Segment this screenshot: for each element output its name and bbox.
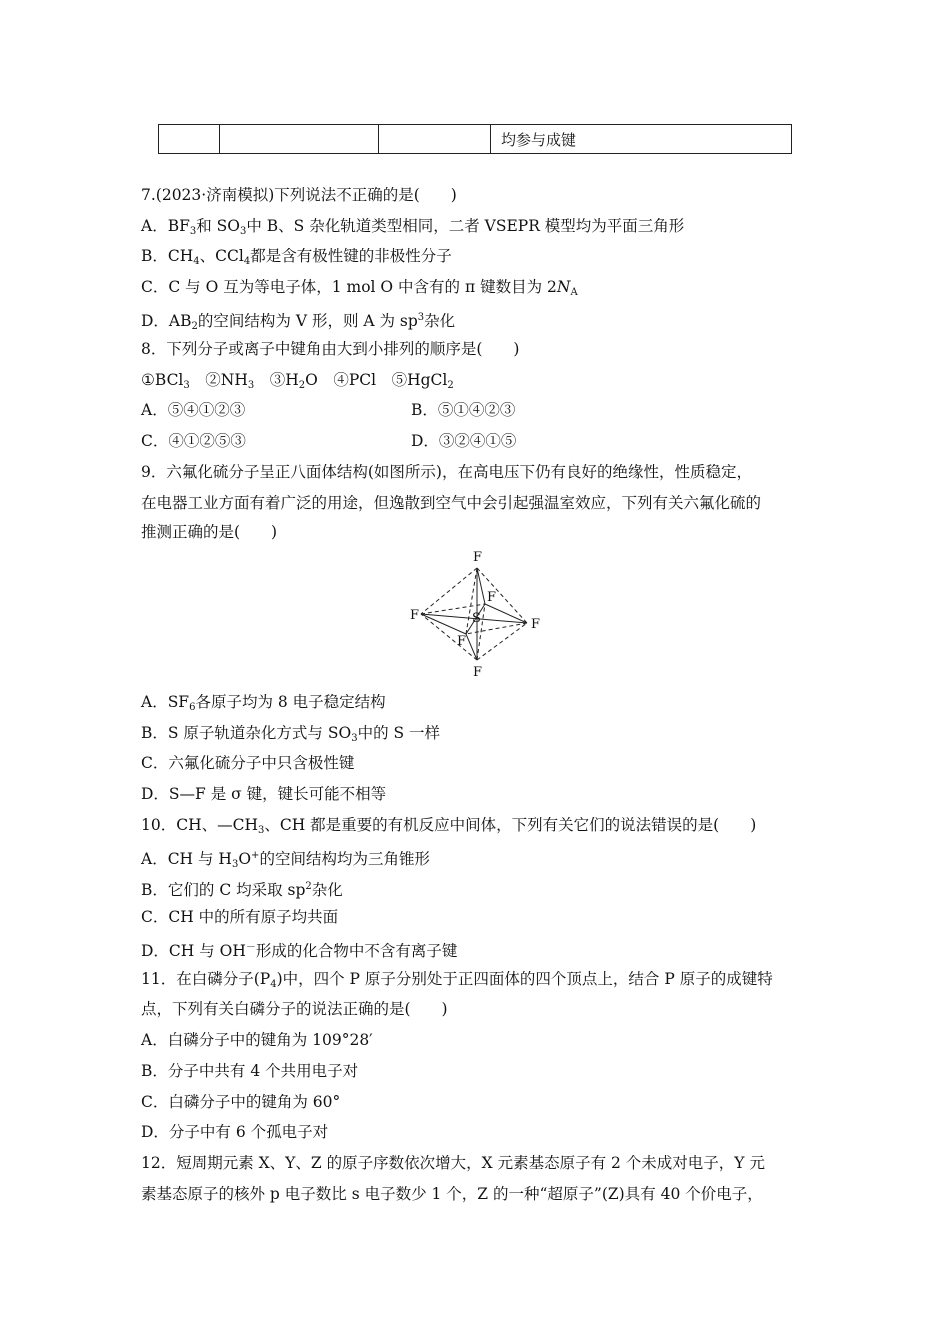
q11-stem-line2: 点，下列有关白磷分子的说法正确的是( ) [141, 1000, 448, 1018]
q8-options-row1 [141, 400, 245, 420]
q9-option-a: A．$SF_6$各原子均为 8 电子稳定结构 [141, 693, 386, 713]
q11-option-a: A．白磷分子中的键角为 109°28′ [141, 1031, 373, 1049]
q7-option-b: B．$CH_4$、CCl$_4$都是含有极性键的非极性分子 [141, 247, 452, 267]
q8-option-c: C．④①②⑤③ [141, 432, 246, 450]
q7-option-a: A．$BF_3$和 $SO_3$中 B、S 杂化轨道类型相同，二者 VSEPR 模型均为平面三角形 [141, 217, 685, 237]
fluorine-label-left: F [410, 608, 420, 623]
q11-option-c: C．白磷分子中的键角为 60° [141, 1093, 341, 1111]
q9-option-d: D．S—F 是 σ 键，键长可能不相等 [141, 785, 387, 803]
q11-stem-line1: 11．在白磷分子$(P_4)$中，四个 P 原子分别处于正四面体的四个顶点上，结合 P 原子的成键特 [141, 970, 773, 990]
q9-stem-line3: 推测正确的是( ) [141, 523, 278, 541]
q8-option-b: B．⑤①④②③ [411, 401, 516, 419]
continuation-table [158, 124, 792, 154]
table-cell: 均参与成键 [491, 125, 792, 154]
sf6-octahedron-figure [400, 548, 550, 680]
q7-stem: 7.(2023·济南模拟)下列说法不正确的是( ) [141, 186, 457, 204]
table-cell [159, 125, 220, 154]
sulfur-label-center: S [472, 611, 481, 626]
q9-option-b: B．S 原子轨道杂化方式与 $SO_3$中的 S 一样 [141, 724, 441, 744]
q10-option-d: D．CH 与 OH－形成的化合物中不含有离子键 [141, 942, 458, 960]
fluorine-label-bottom: F [473, 665, 483, 680]
q8-items: ①BCl$_3$ $②NH_3$ $③H_2O$ ④PCl ⑤HgCl$_2$ [141, 371, 454, 391]
q7-option-c: C．C 与 O 互为等电子体，1 mol O 中含有的 π 键数目为 $2N_A$ [141, 278, 578, 298]
q8-stem: 8．下列分子或离子中键角由大到小排列的顺序是( ) [141, 340, 520, 358]
q8-option-d: D．③②④①⑤ [411, 432, 517, 450]
fluorine-label-front: F [457, 634, 467, 649]
q10-option-b: B．它们的 C 均采取 $sp^2$杂化 [141, 881, 343, 899]
fluorine-label-top: F [473, 550, 483, 565]
q9-stem-line2: 在电器工业方面有着广泛的用途，但逸散到空气中会引起强温室效应，下列有关六氟化硫的 [141, 494, 762, 512]
q10-option-a: A．CH 与 $H_3O^+$的空间结构均为三角锥形 [141, 850, 430, 870]
q10-stem: 10．CH、$—CH_3$、CH 都是重要的有机反应中间体，下列有关它们的说法错误的是( ) [141, 816, 757, 836]
q7-option-d: D．$AB_2$的空间结构为 V 形，则 A 为 $sp^3$杂化 [141, 312, 456, 332]
q11-option-d: D．分子中有 6 个孤电子对 [141, 1123, 329, 1141]
table-row [159, 125, 792, 154]
q9-option-c: C．六氟化硫分子中只含极性键 [141, 754, 355, 772]
q12-stem-line2: 素基态原子的核外 p 电子数比 s 电子数少 1 个，Z 的一种“超原子”(Z)具有 40 个价电子， [141, 1185, 763, 1203]
q12-stem-line1: 12．短周期元素 X、Y、Z 的原子序数依次增大，X 元素基态原子有 2 个未成对电子，Y 元 [141, 1154, 765, 1172]
q11-option-b: B．分子中共有 4 个共用电子对 [141, 1062, 359, 1080]
table-cell [220, 125, 379, 154]
fluorine-label-back: F [487, 590, 497, 605]
q10-option-c: C．CH 中的所有原子均共面 [141, 908, 339, 926]
q8-option-a: A．⑤④①②③ [141, 401, 246, 419]
fluorine-label-right: F [531, 617, 541, 632]
q9-stem-line1: 9．六氟化硫分子呈正八面体结构(如图所示)，在高电压下仍有良好的绝缘性，性质稳定， [141, 463, 752, 481]
table-cell [379, 125, 491, 154]
